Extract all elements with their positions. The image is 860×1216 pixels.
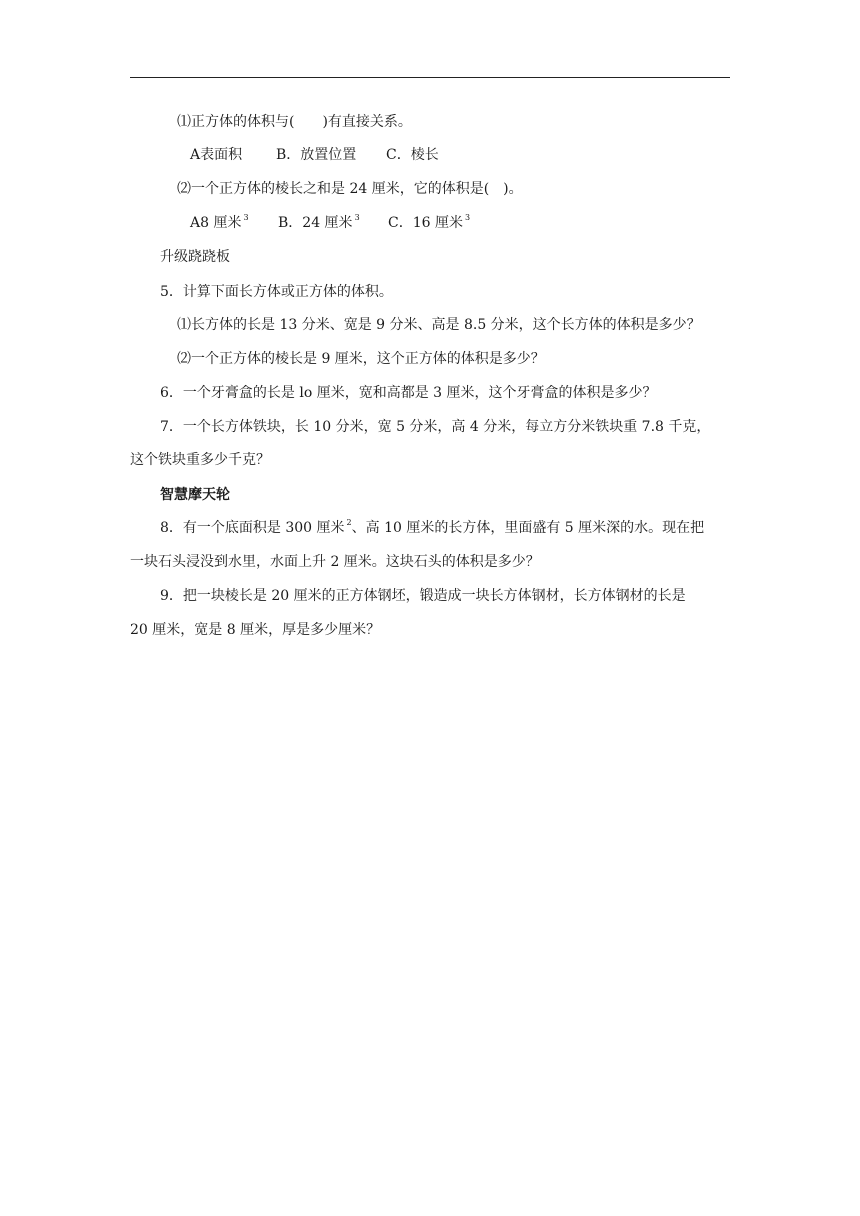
q7-line2: 这个铁块重多少千克？: [130, 452, 270, 468]
section-heading-upgrade: 升级跷跷板: [160, 249, 230, 265]
section-heading-wisdom: 智慧摩天轮: [160, 487, 230, 503]
q4-sub2-option-a: A8 厘米 $^3$: [190, 213, 249, 231]
q8-line2: 一块石头浸没到水里，水面上升 2 厘米。这块石头的体积是多少？: [130, 554, 540, 570]
q4-sub1-options: [190, 145, 439, 165]
q5-sub1: ⑴长方体的长是 13 分米、宽是 9 分米、高是 8.5 分米，这个长方体的体积是多少？: [177, 317, 701, 333]
q4-sub2-stem: ⑵一个正方体的棱长之和是 24 厘米，它的体积是( )。: [177, 181, 523, 197]
q4-sub1-stem: ⑴正方体的体积与( )有直接关系。: [177, 114, 412, 130]
q5-stem: 5．计算下面长方体或正方体的体积。: [160, 284, 393, 300]
q9-line1: 9．把一块棱长是 20 厘米的正方体钢坯，锻造成一块长方体钢材，长方体钢材的长是: [160, 588, 686, 604]
header-rule: [130, 77, 730, 78]
q6-text: 6．一个牙膏盒的长是 lo 厘米，宽和高都是 3 厘米，这个牙膏盒的体积是多少？: [160, 385, 657, 401]
q4-sub1-option-b: B．放置位置: [276, 147, 357, 163]
q7-line1: 7．一个长方体铁块，长 10 分米，宽 5 分米，高 4 分米，每立方分米铁块重 7.8 千克，: [160, 419, 711, 435]
q9-line2: 20 厘米，宽是 8 厘米，厚是多少厘米？: [130, 622, 381, 638]
q4-sub2-options: [190, 213, 470, 233]
q4-sub1-option-c: C．棱长: [386, 147, 439, 163]
q4-sub2-option-b: B．24 厘米 $^3$: [278, 213, 360, 231]
q4-sub2-option-c: C．16 厘米 $^3$: [388, 213, 471, 231]
q5-sub2: ⑵一个正方体的棱长是 9 厘米，这个正方体的体积是多少？: [177, 351, 545, 367]
q8-line1: 8．有一个底面积是 300 厘米 $^2$、高 10 厘米的长方体，里面盛有 5 厘米深的水。现在把: [160, 518, 705, 536]
q4-sub1-option-a: A表面积: [190, 147, 243, 163]
